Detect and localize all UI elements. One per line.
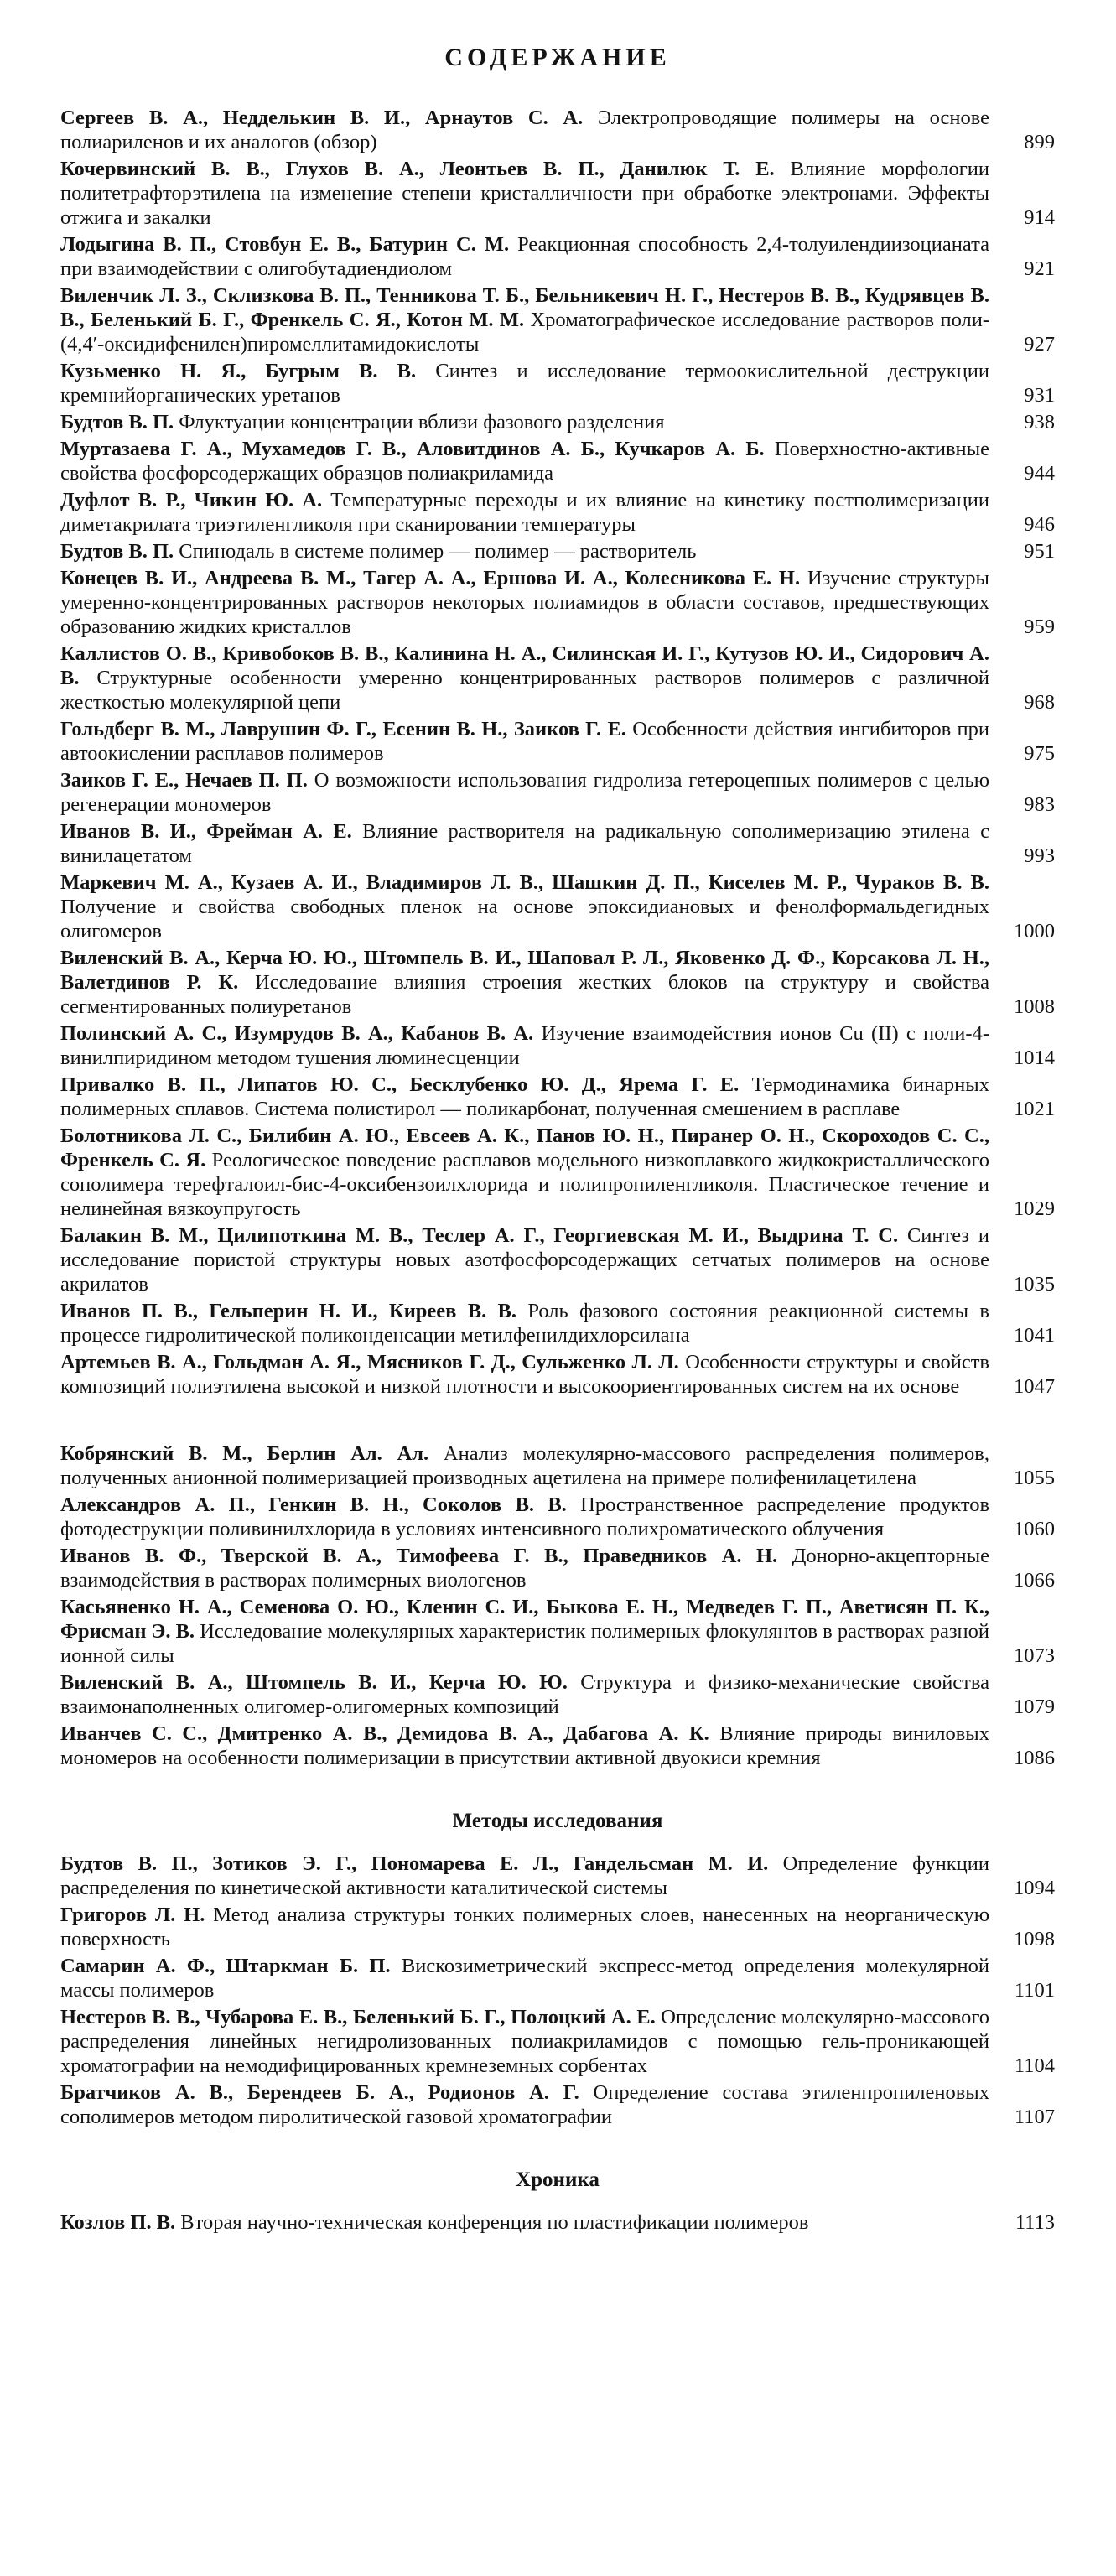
toc-entry-page-number: 1113 bbox=[1015, 2211, 1055, 2234]
toc-entry-title: Температурные переходы и их влияние на кинетику постполимеризации диметакрилата триэтиленгликоля при сканировании температуры bbox=[60, 489, 990, 536]
toc-entry bbox=[60, 1722, 1055, 1770]
toc-entry bbox=[60, 539, 1055, 564]
toc-entry-page-number: 1107 bbox=[1014, 2106, 1055, 2128]
toc-entry-text bbox=[60, 1595, 1001, 1668]
toc-entry-page-number: 938 bbox=[1024, 411, 1055, 434]
toc-entry-text bbox=[60, 1021, 1001, 1070]
toc-entry-title: Синтез и исследование термоокислительной деструкции кремнийорганических уретанов bbox=[60, 360, 989, 407]
toc-entry-authors: Будтов В. П. bbox=[60, 540, 174, 563]
section-gap bbox=[60, 1833, 1055, 1852]
toc-entry bbox=[60, 232, 1055, 281]
toc-entry-text bbox=[60, 641, 1001, 714]
toc-entry bbox=[60, 1350, 1055, 1399]
toc-entry-title: Синтез и исследование пористой структуры новых азотфосфорсодержащих сетчатых полимеров на основе акрилатов bbox=[60, 1224, 989, 1296]
toc-entry-text bbox=[60, 539, 1001, 564]
toc-entry-authors: Будтов В. П., Зотиков Э. Г., Пономарева Е. Л., Гандельсман М. И. bbox=[60, 1852, 769, 1875]
toc-entry-authors: Касьяненко Н. А., Семенова О. Ю., Кленин С. И., Быкова Е. Н., Медведев Г. П., Аветисян П. К., Фрисман Э. В. bbox=[60, 1596, 989, 1643]
toc-entry bbox=[60, 1954, 1055, 2002]
toc-entry-text bbox=[60, 1299, 1001, 1348]
toc-entry-page-number: 927 bbox=[1024, 333, 1055, 356]
toc-entry-authors: Каллистов О. В., Кривобоков В. В., Калинина Н. А., Силинская И. Г., Кутузов Ю. И., Сидорович А. В. bbox=[60, 642, 989, 689]
toc-entry-text bbox=[60, 157, 1001, 230]
toc-entry-authors: Заиков Г. Е., Нечаев П. П. bbox=[60, 769, 308, 792]
toc-entry bbox=[60, 1124, 1055, 1221]
toc-entry-page-number: 1021 bbox=[1014, 1098, 1055, 1120]
toc-entry bbox=[60, 106, 1055, 154]
toc-entry-page-number: 1055 bbox=[1014, 1467, 1055, 1489]
table-of-contents-page bbox=[60, 44, 1055, 2237]
chronicle-entries-list bbox=[60, 2210, 1055, 2235]
toc-entry-title: Изучение структуры умеренно-концентрированных растворов некоторых полиамидов в области составов, предшествующих образованию жидких кристаллов bbox=[60, 567, 990, 638]
toc-entry-title: Метод анализа структуры тонких полимерных слоев, нанесенных на неорганическую поверхность bbox=[60, 1903, 989, 1950]
toc-entry-authors: Кочервинский В. В., Глухов В. А., Леонтьев В. П., Данилюк Т. Е. bbox=[60, 158, 775, 180]
section-gap bbox=[60, 2192, 1055, 2210]
toc-entry-text bbox=[60, 819, 1001, 868]
toc-entry-authors: Иванчев С. С., Дмитренко А. В., Демидова В. А., Дабагова А. К. bbox=[60, 1722, 709, 1745]
toc-entry-page-number: 1079 bbox=[1014, 1696, 1055, 1718]
toc-entry-text bbox=[60, 359, 1001, 408]
toc-entry-page-number: 1094 bbox=[1014, 1877, 1055, 1899]
toc-entry-text bbox=[60, 946, 1001, 1019]
toc-entry-page-number: 959 bbox=[1024, 615, 1055, 638]
toc-entry-text bbox=[60, 1350, 1001, 1399]
toc-entry-page-number: 1000 bbox=[1014, 920, 1055, 943]
toc-entry bbox=[60, 1903, 1055, 1951]
toc-entry-page-number: 1066 bbox=[1014, 1569, 1055, 1592]
toc-entry bbox=[60, 2210, 1055, 2235]
toc-entry-authors: Иванов В. И., Фрейман А. Е. bbox=[60, 820, 352, 843]
toc-entry-text bbox=[60, 1124, 1001, 1221]
toc-entry-page-number: 1104 bbox=[1014, 2054, 1055, 2077]
toc-entry-text bbox=[60, 1722, 1001, 1770]
toc-entry-text bbox=[60, 437, 1001, 486]
toc-entry-authors: Александров А. П., Генкин В. Н., Соколов В. В. bbox=[60, 1493, 567, 1516]
toc-entry-page-number: 1101 bbox=[1014, 1979, 1055, 2002]
toc-entry bbox=[60, 1595, 1055, 1668]
toc-entry-title: Поверхностно-активные свойства фосфорсодержащих образцов полиакриламида bbox=[60, 438, 989, 485]
toc-entry-text bbox=[60, 1072, 1001, 1121]
toc-entry bbox=[60, 641, 1055, 714]
toc-entry-title: Влияние морфологии политетрафторэтилена на изменение степени кристалличности при обработке электронами. Эффекты отжига и закалки bbox=[60, 158, 989, 229]
toc-entry-authors: Виленчик Л. З., Склизкова В. П., Тенникова Т. Б., Бельникевич Н. Г., Нестеров В. В., Кудрявцев В. В., Беленький Б. Г., Френкель С. Я., Котон М. М. bbox=[60, 284, 989, 331]
toc-entry bbox=[60, 1670, 1055, 1719]
toc-entry-page-number: 1035 bbox=[1014, 1273, 1055, 1296]
toc-entry-title: Получение и свойства свободных пленок на основе эпоксидиановых и фенолформальдегидных олигомеров bbox=[60, 896, 989, 943]
toc-entry bbox=[60, 1072, 1055, 1121]
toc-entry bbox=[60, 283, 1055, 356]
toc-entry-page-number: 968 bbox=[1024, 691, 1055, 714]
toc-entry-page-number: 1014 bbox=[1014, 1046, 1055, 1069]
toc-entry-page-number: 921 bbox=[1024, 257, 1055, 280]
toc-entry-authors: Маркевич М. А., Кузаев А. И., Владимиров Л. В., Шашкин Д. П., Киселев М. Р., Чураков В. В. bbox=[60, 871, 989, 894]
toc-entry bbox=[60, 488, 1055, 537]
toc-entry bbox=[60, 410, 1055, 434]
toc-entry-title: Реологическое поведение расплавов модельного низкоплавкого жидкокристаллического сополимера терефталоил-бис-4-оксибензоилхлорида и полипропиленгликоля. Пластическое течение и нелинейная вязкоупругость bbox=[60, 1149, 990, 1220]
toc-entry-text bbox=[60, 2210, 1001, 2235]
toc-entry-title: Исследование молекулярных характеристик полимерных флокулянтов в растворах разной ионной силы bbox=[60, 1620, 989, 1667]
toc-entry-authors: Иванов В. Ф., Тверской В. А., Тимофеева Г. В., Праведников А. Н. bbox=[60, 1545, 778, 1567]
toc-entry-page-number: 931 bbox=[1024, 384, 1055, 407]
toc-entry-authors: Нестеров В. В., Чубарова Е. В., Беленький Б. Г., Полоцкий А. Е. bbox=[60, 2006, 656, 2028]
toc-entry-title: Особенности структуры и свойств композиций полиэтилена высокой и низкой плотности и высокоориентированных систем на их основе bbox=[60, 1351, 989, 1398]
toc-entry-text bbox=[60, 1441, 1001, 1490]
toc-entry bbox=[60, 717, 1055, 766]
toc-entry-page-number: 1098 bbox=[1014, 1928, 1055, 1950]
toc-entry bbox=[60, 1493, 1055, 1541]
toc-entry-title: Определение состава этиленпропиленовых сополимеров методом пиролитической газовой хроматографии bbox=[60, 2081, 990, 2128]
toc-entry-text bbox=[60, 106, 1001, 154]
toc-entry-title: Влияние растворителя на радикальную сополимеризацию этилена с винилацетатом bbox=[60, 820, 989, 867]
toc-entry-text bbox=[60, 1223, 1001, 1296]
toc-entry bbox=[60, 1223, 1055, 1296]
section-title-methods: Методы исследования bbox=[452, 1810, 663, 1832]
toc-entry-page-number: 944 bbox=[1024, 462, 1055, 485]
toc-entry-authors: Кобрянский В. М., Берлин Ал. Ал. bbox=[60, 1442, 429, 1465]
toc-entry-authors: Иванов П. В., Гельперин Н. И., Киреев В. В. bbox=[60, 1300, 517, 1322]
methods-entries-list bbox=[60, 1852, 1055, 2129]
toc-entry-authors: Артемьев В. А., Гольдман А. Я., Мясников Г. Д., Сульженко Л. Л. bbox=[60, 1351, 679, 1374]
toc-entry bbox=[60, 1021, 1055, 1070]
toc-entry-authors: Лодыгина В. П., Стовбун Е. В., Батурин С. М. bbox=[60, 233, 510, 256]
toc-entry-title: О возможности использования гидролиза гетероцепных полимеров с целью регенерации мономеров bbox=[60, 769, 989, 816]
toc-entry-title: Вторая научно-техническая конференция по пластификации полимеров bbox=[180, 2211, 809, 2234]
main-entries-list bbox=[60, 106, 1055, 1399]
toc-entry-page-number: 914 bbox=[1024, 206, 1055, 229]
toc-entry-text bbox=[60, 410, 1001, 434]
toc-entry-page-number: 946 bbox=[1024, 513, 1055, 536]
toc-entry-title: Реакционная способность 2,4-толуилендиизоцианата при взаимодействии с олигобутадиендиолом bbox=[60, 233, 990, 280]
toc-entry-authors: Конецев В. И., Андреева В. М., Тагер А. А., Ершова И. А., Колесникова Е. Н. bbox=[60, 567, 801, 589]
brief-communications-list bbox=[60, 1441, 1055, 1770]
toc-entry bbox=[60, 359, 1055, 408]
toc-entry-page-number: 1047 bbox=[1014, 1375, 1055, 1398]
toc-entry-page-number: 951 bbox=[1024, 540, 1055, 563]
toc-entry-title: Вискозиметрический экспресс-метод определения молекулярной массы полимеров bbox=[60, 1955, 990, 2002]
toc-entry-text bbox=[60, 232, 1001, 281]
toc-entry-authors: Полинский А. С., Изумрудов В. А., Кабанов В. А. bbox=[60, 1022, 534, 1045]
toc-entry bbox=[60, 946, 1055, 1019]
toc-entry bbox=[60, 2080, 1055, 2129]
section-title-chronicle: Хроника bbox=[516, 2168, 600, 2191]
toc-entry-title: Определение функции распределения по кинетической активности каталитической системы bbox=[60, 1852, 989, 1899]
toc-entry-title: Пространственное распределение продуктов фотодеструкции поливинилхлорида в условиях интенсивного полихроматического облучения bbox=[60, 1493, 990, 1540]
toc-entry-authors: Братчиков А. В., Берендеев Б. А., Родионов А. Г. bbox=[60, 2081, 579, 2104]
toc-entry bbox=[60, 1441, 1055, 1490]
toc-entry bbox=[60, 2005, 1055, 2078]
toc-entry-title: Исследование влияния строения жестких блоков на структуру и свойства сегментированных полиуретанов bbox=[60, 971, 989, 1018]
toc-entry-authors: Самарин А. Ф., Штаркман Б. П. bbox=[60, 1955, 391, 1977]
toc-entry bbox=[60, 1299, 1055, 1348]
toc-entry-title: Роль фазового состояния реакционной системы в процессе гидролитической поликонденсации метилфенилдихлорсилана bbox=[60, 1300, 990, 1347]
toc-entry-authors: Муртазаева Г. А., Мухамедов Г. В., Аловитдинов А. Б., Кучкаров А. Б. bbox=[60, 438, 765, 460]
toc-entry-title: Электропроводящие полимеры на основе полиариленов и их аналогов (обзор) bbox=[60, 106, 990, 153]
toc-entry-title: Определение молекулярно-массового распределения линейных негидролизованных полиакриламидов с помощью гель-проникающей хроматографии на немодифицированных кремнеземных сорбентах bbox=[60, 2006, 990, 2077]
toc-entry-title: Особенности действия ингибиторов при автоокислении расплавов полимеров bbox=[60, 718, 990, 765]
toc-entry-authors: Виленский В. А., Штомпель В. И., Керча Ю. Ю. bbox=[60, 1671, 568, 1694]
toc-entry-authors: Будтов В. П. bbox=[60, 411, 174, 434]
toc-entry-text bbox=[60, 283, 1001, 356]
toc-entry-title: Анализ молекулярно-массового распределения полимеров, полученных анионной полимеризацией производных ацетилена на примере полифенилацетилена bbox=[60, 1442, 989, 1489]
toc-entry-page-number: 899 bbox=[1024, 131, 1055, 153]
toc-entry-authors: Болотникова Л. С., Билибин А. Ю., Евсеев А. К., Панов Ю. Н., Пиранер О. Н., Скороходов С. С., Френкель С. Я. bbox=[60, 1124, 989, 1171]
toc-entry-authors: Виленский В. А., Керча Ю. Ю., Штомпель В. И., Шаповал Р. Л., Яковенко Д. Ф., Корсакова Л. Н., Валетдинов Р. К. bbox=[60, 947, 989, 994]
toc-entry-title: Хроматографическое исследование растворов поли-(4,4′-оксидифенилен)пиромеллитамидокислоты bbox=[60, 309, 990, 356]
toc-entry-text bbox=[60, 488, 1001, 537]
section-gap bbox=[60, 2132, 1055, 2168]
toc-entry-text bbox=[60, 1852, 1001, 1900]
toc-entry-authors: Козлов П. В. bbox=[60, 2211, 176, 2234]
toc-entry-text bbox=[60, 1493, 1001, 1541]
toc-entry-page-number: 1073 bbox=[1014, 1644, 1055, 1667]
page-title: СОДЕРЖАНИЕ bbox=[444, 44, 671, 71]
toc-entry-title: Влияние природы виниловых мономеров на особенности полимеризации в присутствии активной двуокиси кремния bbox=[60, 1722, 990, 1769]
toc-entry-text bbox=[60, 2080, 1001, 2129]
toc-entry-title: Спинодаль в системе полимер — полимер — растворитель bbox=[179, 540, 697, 563]
toc-entry-text bbox=[60, 1544, 1001, 1592]
toc-entry-page-number: 983 bbox=[1024, 793, 1055, 816]
toc-entry bbox=[60, 1852, 1055, 1900]
toc-entry-page-number: 1041 bbox=[1014, 1324, 1055, 1347]
toc-entry bbox=[60, 870, 1055, 943]
toc-entry-title: Донорно-акцепторные взаимодействия в растворах полимерных виологенов bbox=[60, 1545, 989, 1592]
toc-entry bbox=[60, 437, 1055, 486]
toc-entry-authors: Григоров Л. Н. bbox=[60, 1903, 205, 1926]
toc-entry bbox=[60, 157, 1055, 230]
toc-entry-page-number: 1086 bbox=[1014, 1747, 1055, 1769]
toc-entry-text bbox=[60, 870, 1001, 943]
toc-entry-text bbox=[60, 566, 1001, 639]
toc-entry-text bbox=[60, 717, 1001, 766]
toc-entry-title: Изучение взаимодействия ионов Cu (II) с поли-4-винилпиридином методом тушения люминесценции bbox=[60, 1022, 989, 1069]
toc-entry-title: Структурные особенности умеренно концентрированных растворов полимеров с различной жесткостью молекулярной цепи bbox=[60, 667, 990, 714]
toc-entry-title: Структура и физико-механические свойства взаимонаполненных олигомер-олигомерных композиций bbox=[60, 1671, 990, 1718]
toc-entry-page-number: 993 bbox=[1024, 844, 1055, 867]
toc-entry-text bbox=[60, 1903, 1001, 1951]
toc-entry bbox=[60, 1544, 1055, 1592]
toc-entry-text bbox=[60, 768, 1001, 817]
toc-entry-title: Термодинамика бинарных полимерных сплавов. Система полистирол — поликарбонат, полученная смешением в расплаве bbox=[60, 1073, 989, 1120]
toc-entry-authors: Балакин В. М., Цилипоткина М. В., Теслер А. Г., Георгиевская М. И., Выдрина Т. С. bbox=[60, 1224, 899, 1247]
toc-entry bbox=[60, 819, 1055, 868]
toc-entry-text bbox=[60, 1954, 1001, 2002]
toc-entry bbox=[60, 566, 1055, 639]
toc-entry-authors: Сергеев В. А., Недделькин В. И., Арнаутов С. А. bbox=[60, 106, 584, 129]
toc-entry-text bbox=[60, 1670, 1001, 1719]
toc-entry-text bbox=[60, 2005, 1001, 2078]
toc-entry-authors: Кузьменко Н. Я., Бугрым В. В. bbox=[60, 360, 417, 382]
toc-entry-page-number: 1029 bbox=[1014, 1197, 1055, 1220]
toc-entry-authors: Дуфлот В. Р., Чикин Ю. А. bbox=[60, 489, 323, 512]
toc-entry-page-number: 975 bbox=[1024, 742, 1055, 765]
section-gap bbox=[60, 1401, 1055, 1441]
toc-entry-page-number: 1060 bbox=[1014, 1518, 1055, 1540]
toc-entry-page-number: 1008 bbox=[1014, 995, 1055, 1018]
toc-entry-title: Флуктуации концентрации вблизи фазового разделения bbox=[179, 411, 665, 434]
section-gap bbox=[60, 1773, 1055, 1810]
toc-entry-authors: Привалко В. П., Липатов Ю. С., Бесклубенко Ю. Д., Ярема Г. Е. bbox=[60, 1073, 740, 1096]
toc-entry bbox=[60, 768, 1055, 817]
toc-entry-authors: Гольдберг В. М., Лаврушин Ф. Г., Есенин В. Н., Заиков Г. Е. bbox=[60, 718, 626, 740]
